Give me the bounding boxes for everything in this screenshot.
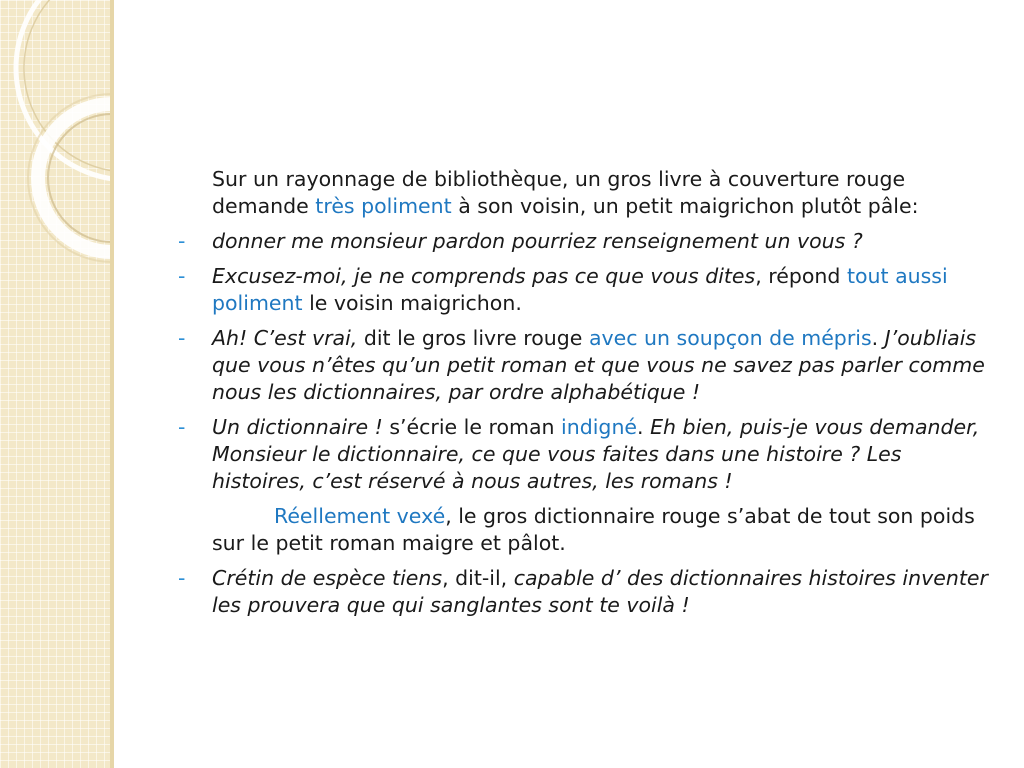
intro-text-end: à son voisin, un petit maigrichon plutôt pâle: (451, 194, 919, 218)
dialogue-highlight: tout aussi poliment (212, 264, 948, 315)
dialogue-line-4 (178, 414, 990, 495)
dialogue-text: , dit-il, (442, 566, 514, 590)
bullet-dash: - (178, 229, 186, 253)
decorative-side-panel (0, 0, 114, 768)
dialogue-text-mid: . (871, 326, 885, 350)
dialogue-italic: Excusez-moi, je ne comprends pas ce que vous dites (212, 264, 756, 288)
dialogue-italic-end: Eh bien, puis-je vous demander, Monsieur le dictionnaire, ce que vous faites dans une histoire ? Les histoires, c’est réservé à nous autres, les romans ! (212, 415, 980, 493)
dialogue-italic: Un dictionnaire ! (212, 415, 383, 439)
bullet-dash: - (178, 264, 186, 288)
dialogue-italic: Ah! C’est vrai, (212, 326, 358, 350)
dialogue-highlight: avec un soupçon de mépris (588, 326, 872, 350)
bullet-dash: - (178, 566, 186, 590)
dialogue-line-1 (178, 228, 990, 255)
intro-highlight: très poliment (315, 194, 452, 218)
intro-text: Sur un rayonnage de bibliothèque, un gros livre à couverture rouge demande (212, 167, 906, 218)
dialogue-italic: donner me monsieur pardon pourriez renseignement un vous ? (212, 229, 863, 253)
dialogue-line-2 (178, 263, 990, 317)
decorative-circles-icon (0, 0, 114, 768)
narration-paragraph (178, 503, 990, 557)
bullet-dash: - (178, 326, 186, 350)
dialogue-line-3 (178, 325, 990, 406)
narration-highlight: Réellement vexé (274, 504, 446, 528)
dialogue-italic: Crétin de espèce tiens (212, 566, 443, 590)
dialogue-text: dit le gros livre rouge (357, 326, 589, 350)
dialogue-italic-end: J’oubliais que vous n’êtes qu’un petit roman et que vous ne savez pas parler comme nous les dictionnaires, par ordre alphabétique ! (212, 326, 985, 404)
bullet-dash: - (178, 415, 186, 439)
slide-body (178, 166, 990, 627)
dialogue-text: , répond (755, 264, 847, 288)
dialogue-text: s’écrie le roman (382, 415, 562, 439)
dialogue-italic-end: capable d’ des dictionnaires histoires inventer les prouvera que qui sanglantes sont te voilà ! (212, 566, 988, 617)
dialogue-highlight: indigné (561, 415, 638, 439)
dialogue-text-mid: . (637, 415, 651, 439)
narration-text: , le gros dictionnaire rouge s’abat de tout son poids sur le petit roman maigre et pâlot. (212, 504, 975, 555)
dialogue-text-end: le voisin maigrichon. (302, 291, 522, 315)
dialogue-line-5 (178, 565, 990, 619)
intro-paragraph (178, 166, 990, 220)
side-panel-edge (110, 0, 114, 768)
